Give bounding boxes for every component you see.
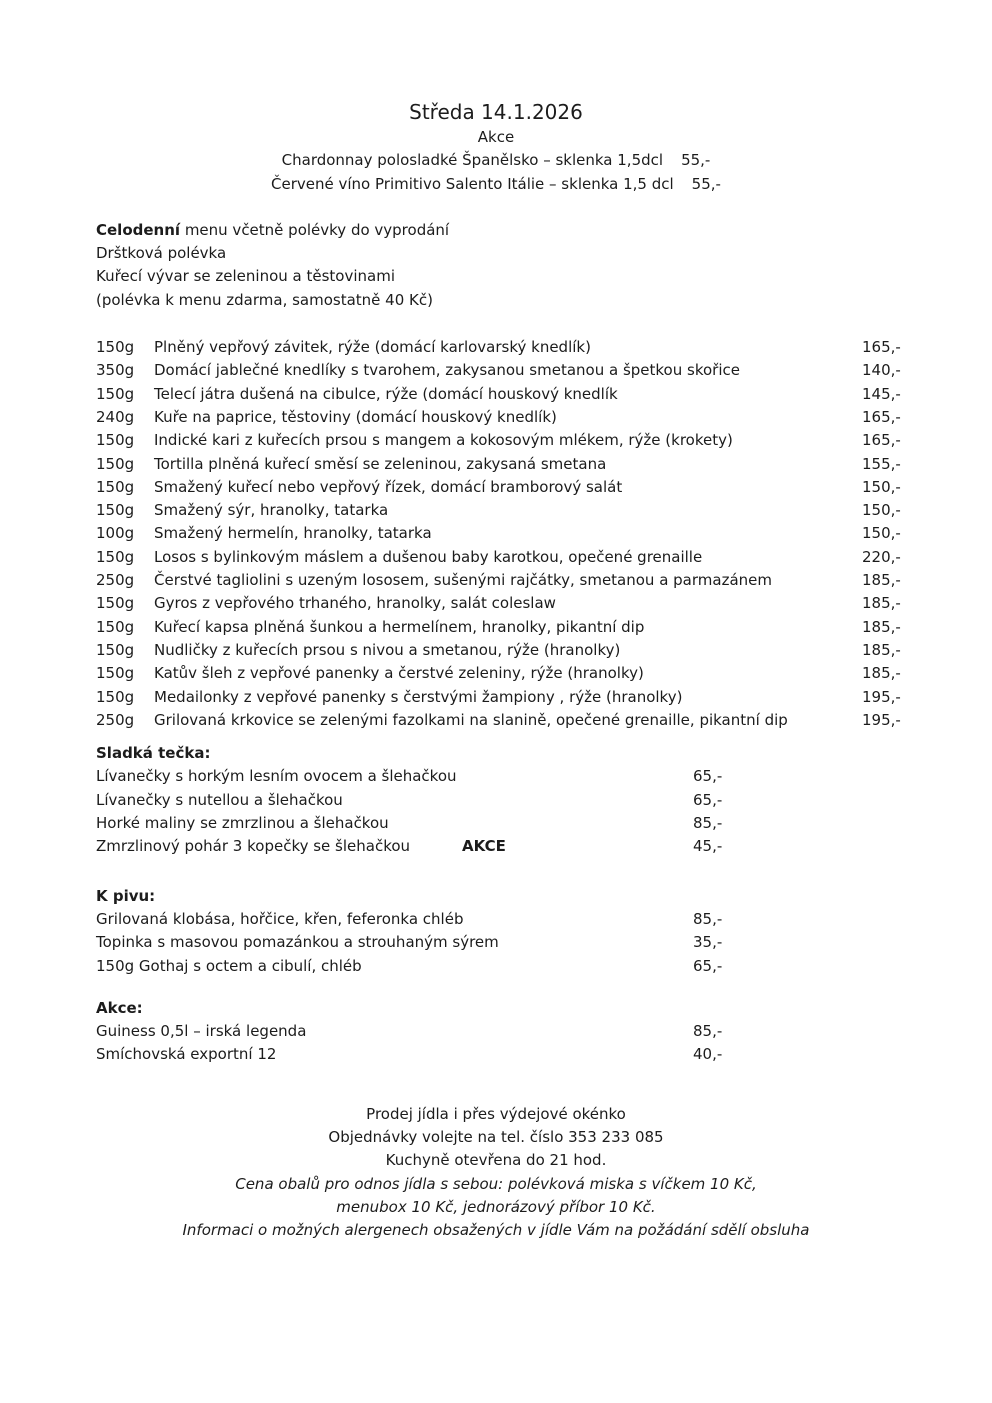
menu-item-row — [96, 662, 952, 685]
menu-item-weight: 150g — [96, 687, 135, 706]
menu-item-name: Kuřecí kapsa plněná šunkou a hermelínem, hranolky, pikantní dip — [154, 617, 645, 636]
menu-item-row — [96, 592, 952, 615]
footer-italic-line: Informaci o možných alergenech obsažených v jídle Vám na požádání sdělí obsluha — [182, 1221, 810, 1240]
section-item-price: 45,- — [693, 837, 723, 856]
menu-item-weight: 100g — [96, 524, 135, 543]
menu-item-weight: 150g — [96, 594, 135, 613]
menu-item-price: 185,- — [862, 640, 901, 659]
menu-item-weight: 150g — [96, 617, 135, 636]
menu-item-weight: 250g — [96, 571, 135, 590]
section-item-text: Lívanečky s horkým lesním ovocem a šlehačkou — [96, 767, 457, 786]
footer-italic-line: Cena obalů pro odnos jídla s sebou: polévková miska s víčkem 10 Kč, — [235, 1174, 757, 1193]
intro-block — [96, 219, 952, 312]
section-item-text: Smíchovská exportní 12 — [96, 1045, 277, 1064]
menu-item-row — [96, 383, 952, 406]
intro-soup-lines — [96, 242, 952, 312]
footer-line: Kuchyně otevřena do 21 hod. — [385, 1151, 607, 1170]
menu-item-price: 140,- — [862, 361, 901, 380]
section-item-name — [96, 835, 693, 858]
wine-special-price: 55,- — [681, 151, 711, 170]
section-item-name — [96, 789, 693, 812]
section-item-price: 85,- — [693, 909, 723, 928]
section-item-name — [96, 908, 693, 931]
section-item-price: 35,- — [693, 933, 723, 952]
menu-item-name: Grilovaná krkovice se zelenými fazolkami na slanině, opečené grenaille, pikantní dip — [154, 710, 788, 729]
section-item-price: 65,- — [693, 790, 723, 809]
menu-item-price: 165,- — [862, 407, 901, 426]
menu-item-name: Smažený hermelín, hranolky, tatarka — [154, 524, 432, 543]
wine-specials — [0, 149, 992, 196]
menu-item-row — [96, 453, 952, 476]
menu-item-row — [96, 429, 952, 452]
menu-item-price: 150,- — [862, 501, 901, 520]
section-item-price: 85,- — [693, 814, 723, 833]
menu-item-name: Domácí jablečné knedlíky s tvarohem, zakysanou smetanou a špetkou skořice — [154, 361, 740, 380]
menu-item-price: 150,- — [862, 477, 901, 496]
section-item-price: 65,- — [693, 956, 723, 975]
menu-item-name: Katův šleh z vepřové panenky a čerstvé zeleniny, rýže (hranolky) — [154, 664, 644, 683]
menu-item-weight: 150g — [96, 547, 135, 566]
menu-item-name: Smažený kuřecí nebo vepřový řízek, domácí bramborový salát — [154, 477, 623, 496]
menu-item-row — [96, 522, 952, 545]
subsections — [96, 742, 952, 1067]
menu-item-row — [96, 686, 952, 709]
section-item-row — [96, 812, 952, 835]
intro-line: Kuřecí vývar se zeleninou a těstovinami — [96, 267, 396, 286]
section-item-price: 65,- — [693, 767, 723, 786]
section-item-row — [96, 1043, 952, 1066]
wine-special-text: Chardonnay polosladké Španělsko – sklenka 1,5dcl — [281, 151, 664, 170]
menu-item-row — [96, 476, 952, 499]
intro-rest: menu včetně polévky do vyprodání — [180, 220, 450, 239]
intro-line: (polévka k menu zdarma, samostatně 40 Kč) — [96, 290, 433, 309]
intro-bold: Celodenní — [96, 220, 181, 239]
menu-item-weight: 150g — [96, 501, 135, 520]
menu-item-row — [96, 546, 952, 569]
footer-italic-line: menubox 10 Kč, jednorázový příbor 10 Kč. — [336, 1197, 656, 1216]
menu-item-weight: 150g — [96, 454, 135, 473]
section-item-name — [96, 955, 693, 978]
section-item-text: Topinka s masovou pomazánkou a strouhaným sýrem — [96, 933, 499, 952]
menu-item-name: Čerstvé tagliolini s uzeným lososem, sušenými rajčátky, smetanou a parmazánem — [154, 571, 772, 590]
menu-item-price: 155,- — [862, 454, 901, 473]
section-heading: Akce: — [96, 998, 143, 1017]
wine-special-text: Červené víno Primitivo Salento Itálie – sklenka 1,5 dcl — [271, 174, 674, 193]
page-title: Středa 14.1.2026 — [409, 100, 583, 124]
menu-section — [96, 742, 952, 858]
wine-special-line — [0, 173, 992, 196]
menu-item-row — [96, 639, 952, 662]
menu-item-name: Medailonky z vepřové panenky s čerstvými žampiony , rýže (hranolky) — [154, 687, 683, 706]
menu-item-row — [96, 569, 952, 592]
menu-item-weight: 150g — [96, 338, 135, 357]
menu-item-row — [96, 359, 952, 382]
menu-item-weight: 150g — [96, 640, 135, 659]
section-heading: K pivu: — [96, 886, 156, 905]
section-item-name — [96, 812, 693, 835]
akce-badge: AKCE — [462, 837, 506, 856]
section-item-text: Horké maliny se zmrzlinou a šlehačkou — [96, 814, 389, 833]
menu-item-name: Nudličky z kuřecích prsou s nivou a smetanou, rýže (hranolky) — [154, 640, 621, 659]
menu-items — [96, 336, 952, 732]
document-header — [0, 99, 992, 196]
menu-item-price: 185,- — [862, 664, 901, 683]
section-item-name — [96, 765, 693, 788]
menu-item-weight: 150g — [96, 384, 135, 403]
intro-line: Drštková polévka — [96, 244, 227, 263]
menu-item-name: Telecí játra dušená na cibulce, rýže (domácí houskový knedlík — [154, 384, 618, 403]
menu-item-name: Tortilla plněná kuřecí směsí se zeleninou, zakysaná smetana — [154, 454, 607, 473]
menu-item-price: 195,- — [862, 710, 901, 729]
footer-line: Prodej jídla i přes výdejové okénko — [366, 1104, 626, 1123]
menu-item-name: Plněný vepřový závitek, rýže (domácí karlovarský knedlík) — [154, 338, 591, 357]
menu-item-name: Gyros z vepřového trhaného, hranolky, salát coleslaw — [154, 594, 556, 613]
intro-line-menu — [96, 219, 952, 242]
menu-item-weight: 350g — [96, 361, 135, 380]
menu-item-price: 150,- — [862, 524, 901, 543]
section-item-text: Lívanečky s nutellou a šlehačkou — [96, 790, 343, 809]
menu-item-row — [96, 616, 952, 639]
menu-item-row — [96, 499, 952, 522]
section-item-price: 40,- — [693, 1045, 723, 1064]
section-item-row — [96, 908, 952, 931]
menu-item-row — [96, 406, 952, 429]
section-item-name — [96, 1020, 693, 1043]
menu-item-price: 165,- — [862, 338, 901, 357]
menu-item-name: Kuře na paprice, těstoviny (domácí houskový knedlík) — [154, 407, 557, 426]
section-item-name — [96, 931, 693, 954]
section-item-name — [96, 1043, 693, 1066]
menu-item-weight: 150g — [96, 664, 135, 683]
section-item-text: Zmrzlinový pohár 3 kopečky se šlehačkou — [96, 837, 411, 856]
section-item-row — [96, 765, 952, 788]
section-item-row — [96, 835, 952, 858]
menu-item-row — [96, 336, 952, 359]
menu-item-price: 145,- — [862, 384, 901, 403]
menu-item-price: 185,- — [862, 571, 901, 590]
menu-item-weight: 240g — [96, 407, 135, 426]
section-heading: Sladká tečka: — [96, 744, 211, 763]
menu-item-weight: 150g — [96, 431, 135, 450]
header-akce-label: Akce — [477, 128, 515, 146]
section-item-row — [96, 789, 952, 812]
section-item-text: 150g Gothaj s octem a cibulí, chléb — [96, 956, 362, 975]
menu-item-name: Indické kari z kuřecích prsou s mangem a kokosovým mlékem, rýže (krokety) — [154, 431, 733, 450]
menu-item-weight: 150g — [96, 477, 135, 496]
document-footer — [0, 1103, 992, 1243]
menu-section — [96, 997, 952, 1067]
section-item-text: Guiness 0,5l – irská legenda — [96, 1022, 307, 1041]
section-item-price: 85,- — [693, 1022, 723, 1041]
menu-item-weight: 250g — [96, 710, 135, 729]
menu-item-row — [96, 709, 952, 732]
menu-item-price: 165,- — [862, 431, 901, 450]
menu-item-price: 220,- — [862, 547, 901, 566]
footer-line: Objednávky volejte na tel. číslo 353 233 085 — [328, 1127, 664, 1146]
section-item-row — [96, 1020, 952, 1043]
menu-item-price: 195,- — [862, 687, 901, 706]
menu-section — [96, 885, 952, 978]
menu-item-name: Losos s bylinkovým máslem a dušenou baby karotkou, opečené grenaille — [154, 547, 703, 566]
section-item-row — [96, 931, 952, 954]
menu-item-name: Smažený sýr, hranolky, tatarka — [154, 501, 389, 520]
section-item-row — [96, 955, 952, 978]
section-item-text: Grilovaná klobása, hořčice, křen, feferonka chléb — [96, 909, 464, 928]
wine-special-price: 55,- — [691, 174, 721, 193]
menu-item-price: 185,- — [862, 617, 901, 636]
menu-item-price: 185,- — [862, 594, 901, 613]
wine-special-line — [0, 149, 992, 172]
